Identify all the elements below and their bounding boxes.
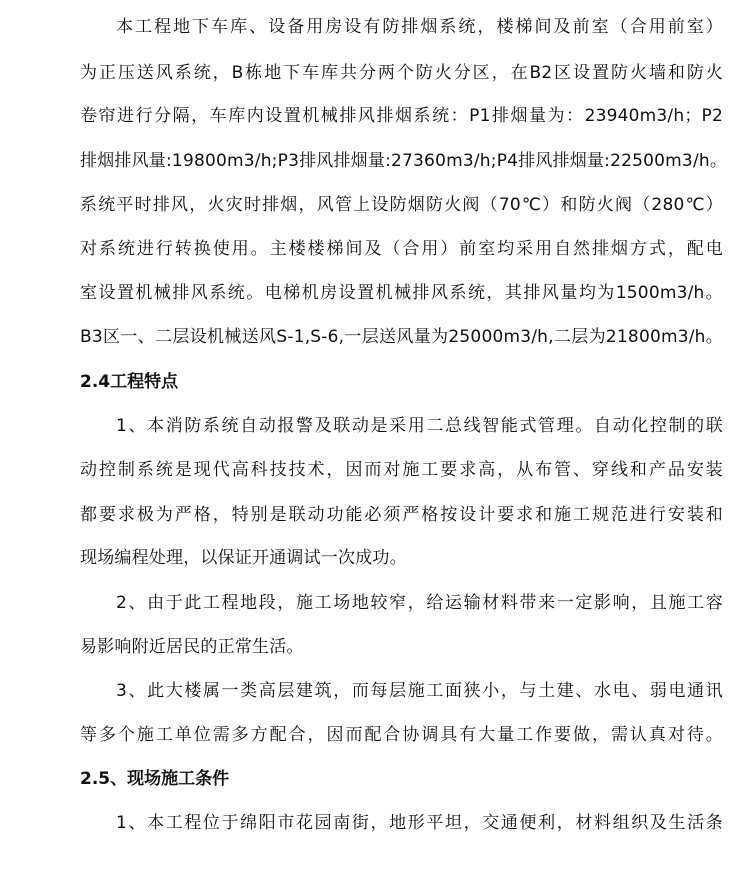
- paragraph-line: 卷帘进行分隔，车库内设置机械排风排烟系统：P1排烟量为：23940m3/h；P2: [80, 106, 723, 126]
- paragraph-line: 易影响附近居民的正常生活。: [80, 637, 304, 657]
- paragraph-line: 现场编程处理，以保证开通调试一次成功。: [80, 548, 407, 568]
- paragraph-line: 排烟排风量:19800m3/h;P3排风排烟量:27360m3/h;P4排风排烟量:22500m3/h。: [80, 151, 728, 171]
- paragraph-line: 对系统进行转换使用。主楼楼梯间及（合用）前室均采用自然排烟方式，配电: [80, 239, 723, 259]
- section-heading: 2.4工程特点: [80, 372, 179, 392]
- paragraph-line: 本工程地下车库、设备用房设有防排烟系统，楼梯间及前室（合用前室）: [116, 17, 723, 37]
- paragraph-line: 动控制系统是现代高科技技术，因而对施工要求高，从布管、穿线和产品安装: [80, 460, 723, 480]
- paragraph-line: 3、此大楼属一类高层建筑，而每层施工面狭小，与土建、水电、弱电通讯: [116, 681, 723, 701]
- paragraph-line: 2、由于此工程地段，施工场地较窄，给运输材料带来一定影响，且施工容: [116, 593, 723, 613]
- paragraph-line: 都要求极为严格，特别是联动功能必须严格按设计要求和施工规范进行安装和: [80, 505, 723, 525]
- paragraph-line: 等多个施工单位需多方配合，因而配合协调具有大量工作要做，需认真对待。: [80, 725, 723, 745]
- paragraph-line: 室设置机械排风系统。电梯机房设置机械排风系统，其排风量均为1500m3/h。: [80, 283, 723, 303]
- paragraph-line: 系统平时排风，火灾时排烟，风管上设防烟防火阀（70℃）和防火阀（280℃）: [80, 195, 723, 215]
- paragraph-line: B3区一、二层设机械送风S-1,S-6,一层送风量为25000m3/h,二层为21800m3/h。: [80, 327, 723, 347]
- paragraph-line: 为正压送风系统，B栋地下车库共分两个防火分区，在B2区设置防火墙和防火: [80, 63, 723, 83]
- section-heading: 2.5、现场施工条件: [80, 769, 230, 789]
- paragraph-line: 1、本消防系统自动报警及联动是采用二总线智能式管理。自动化控制的联: [116, 416, 723, 436]
- paragraph-line: 1、本工程位于绵阳市花园南街，地形平坦，交通便利，材料组织及生活条: [116, 813, 723, 833]
